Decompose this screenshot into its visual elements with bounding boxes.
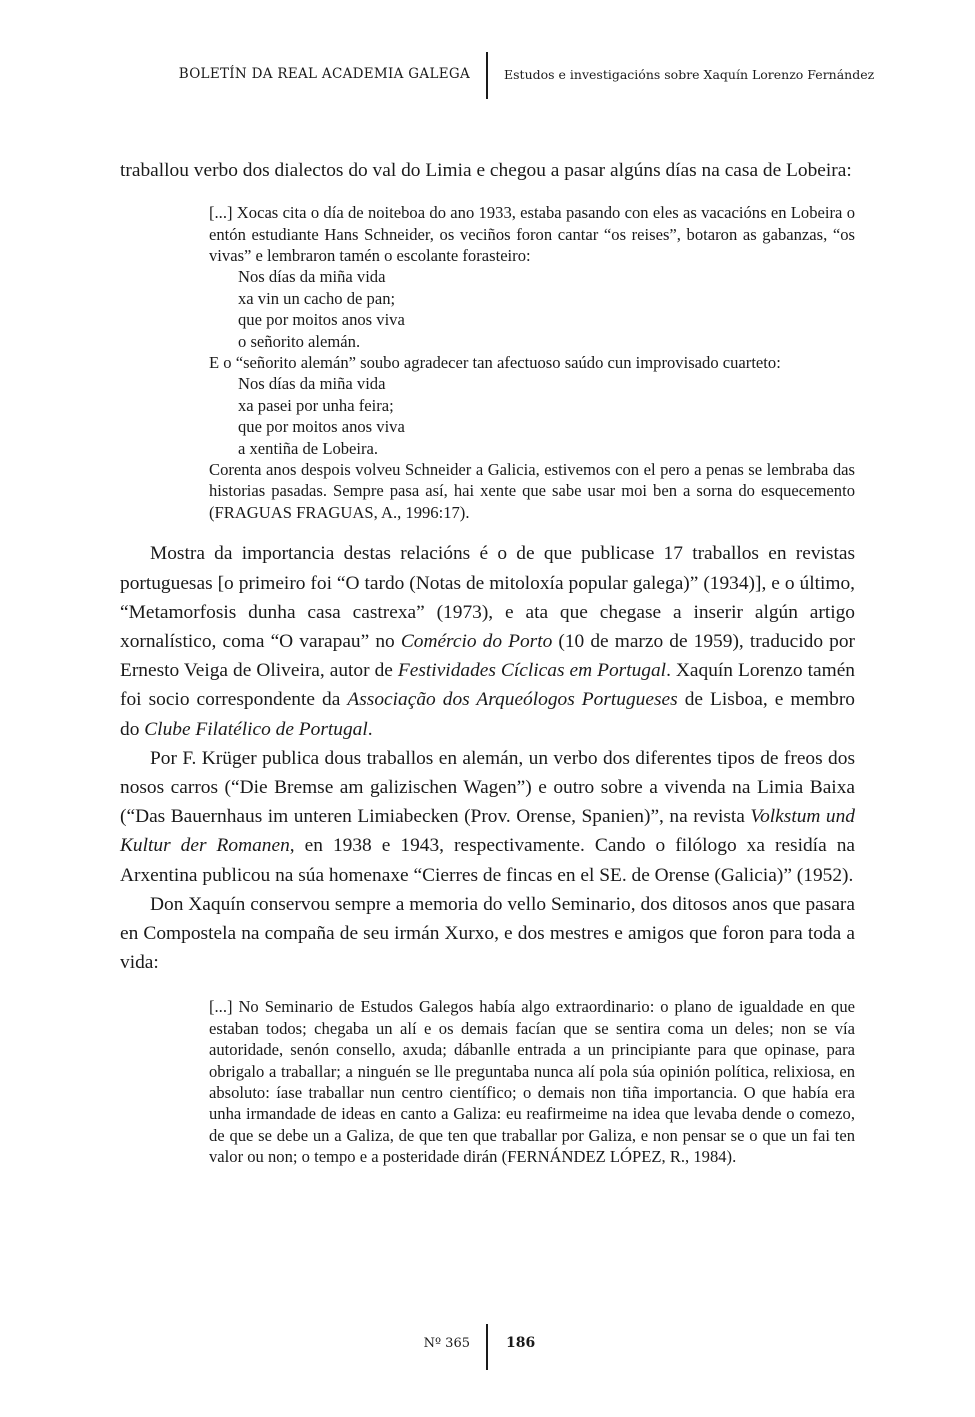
text-run: , en 1938 e 1943, respectivamente. Cando o filólogo xa residía na Arxentina publicou na súa homenaxe “Cierres de fincas en el SE. de Orense (Galicia)” (1952). (120, 835, 855, 886)
verse-line: Nos días da miña vida (238, 267, 386, 287)
paragraph-seminario: Don Xaquín conservou sempre a memoria do vello Seminario, dos ditosos anos que pasara en Compostela na compaña de seu irmán Xurxo, e dos mestres e amigos que foron para toda a vida: (120, 893, 855, 974)
header-divider (486, 52, 488, 99)
text-run: . (367, 718, 373, 740)
italic-title: Clube Filatélico de Portugal (144, 718, 368, 740)
journal-title: BOLETÍN DA REAL ACADEMIA GALEGA (178, 66, 470, 82)
running-header (0, 52, 975, 100)
text-run: Mostra da importancia destas relacións é o de que publicase 17 traballos en revistas portuguesas [o primeiro foi “O tardo (Notas de mitoloxía popular galega)” (1934)], e o último, “Metamorfosis dunha casa castrexa” (1973), e ata que chegase a inserir algún artigo xornalístico, coma “O varapau” no (120, 543, 855, 652)
verse-line: o señorito alemán. (238, 331, 361, 351)
intro-paragraph: traballou verbo dos dialectos do val do Limia e chegou a pasar algúns días na casa de Lobeira: (120, 160, 852, 181)
footer-divider (486, 1324, 488, 1370)
verse-line: Nos días da miña vida (238, 374, 386, 394)
quote-lead: [...] Xocas cita o día de noiteboa do ano 1933, estaba pasando con eles as vacacións en Lobeira o entón estudiante Hans Schneider, os veciños foron cantar “os reises”, botaron as gabanzas, “os vivas” e lembraron tamén o escolante forasteiro: (209, 203, 855, 266)
text-run: de Lisboa, e membro do (120, 689, 855, 740)
verse-stanza-1 (209, 266, 855, 352)
text-run: (10 de marzo de 1959), traducido por Ernesto Veiga de Oliveira, autor de (120, 630, 856, 682)
quote-text: [...] No Seminario de Estudos Galegos había algo extraordinario: o plano de igualdade en que estaban todos; chegaba un alí e os demais facían que se sentira coma un deles; non se vía autoridade, senón consello, axuda; dábanlle entrada a un principiante para que opinase, para obrigalo a traballar; a ninguén se lle preguntaba nunca alí pola súa opinión política, relixiosa, en absoluto: íase traballar nun centro científico; o demais non tiña importancia. O que había era unha irmandade de ideas en canto a Galiza: eu reafirmeime na idea que levaba dende o comezo, de que se debe un a Galiza, de que ten que traballar por Galiza, e non pensar se o que un fai ten valor ou non; o tempo e a posteridade dirán (FERNÁNDEZ LÓPEZ, R., 1984). (209, 997, 855, 1167)
verse-stanza-2 (209, 373, 855, 459)
page-body (120, 156, 855, 1168)
issue-number: Nº 365 (423, 1336, 470, 1351)
quote-middle: E o “señorito alemán” soubo agradecer tan afectuoso saúdo cun improvisado cuarteto: (209, 353, 781, 373)
italic-title: Festividades Cíclicas em Portugal (397, 660, 667, 682)
block-quote-fraguas (209, 202, 855, 523)
italic-title: Volkstum und Kultur der Romanen (120, 806, 855, 857)
italic-title: Comércio do Porto (400, 630, 553, 652)
page-number: 186 (506, 1335, 536, 1351)
page-footer (0, 1324, 975, 1370)
verse-line: que por moitos anos viva (238, 417, 405, 437)
section-title: Estudos e investigacións sobre Xaquín Lorenzo Fernández (504, 67, 875, 82)
text-run: . Xaquín Lorenzo tamén foi socio correspondente da (120, 660, 855, 711)
verse-line: que por moitos anos viva (238, 310, 405, 330)
italic-title: Associação dos Arqueólogos Portugueses (347, 689, 678, 711)
block-quote-fernandez (209, 996, 855, 1167)
verse-line: a xentiña de Lobeira. (238, 438, 379, 458)
paragraph-portuguese-publications (120, 539, 855, 743)
verse-line: xa vin un cacho de pan; (238, 288, 396, 308)
paragraph-kruger (120, 744, 855, 890)
verse-line: xa pasei por unha feira; (238, 395, 394, 415)
text-run: Por F. Krüger publica dous traballos en alemán, un verbo dos diferentes tipos de freos dos nosos carros (“Die Bremse am galizischen Wagen”) e outro sobre a vivenda na Limia Baixa (“Das Bauernhaus im unteren Limiabecken (Prov. Orense, Spanien)”, na revista (120, 747, 855, 828)
quote-closing: Corenta anos despois volveu Schneider a Galicia, estivemos con el pero a penas se lembraba das historias pasadas. Sempre pasa así, hai xente que sabe usar moi ben a sorna do esquecemento (FRAGUAS FRAGUAS, A., 1996:17). (209, 460, 855, 522)
